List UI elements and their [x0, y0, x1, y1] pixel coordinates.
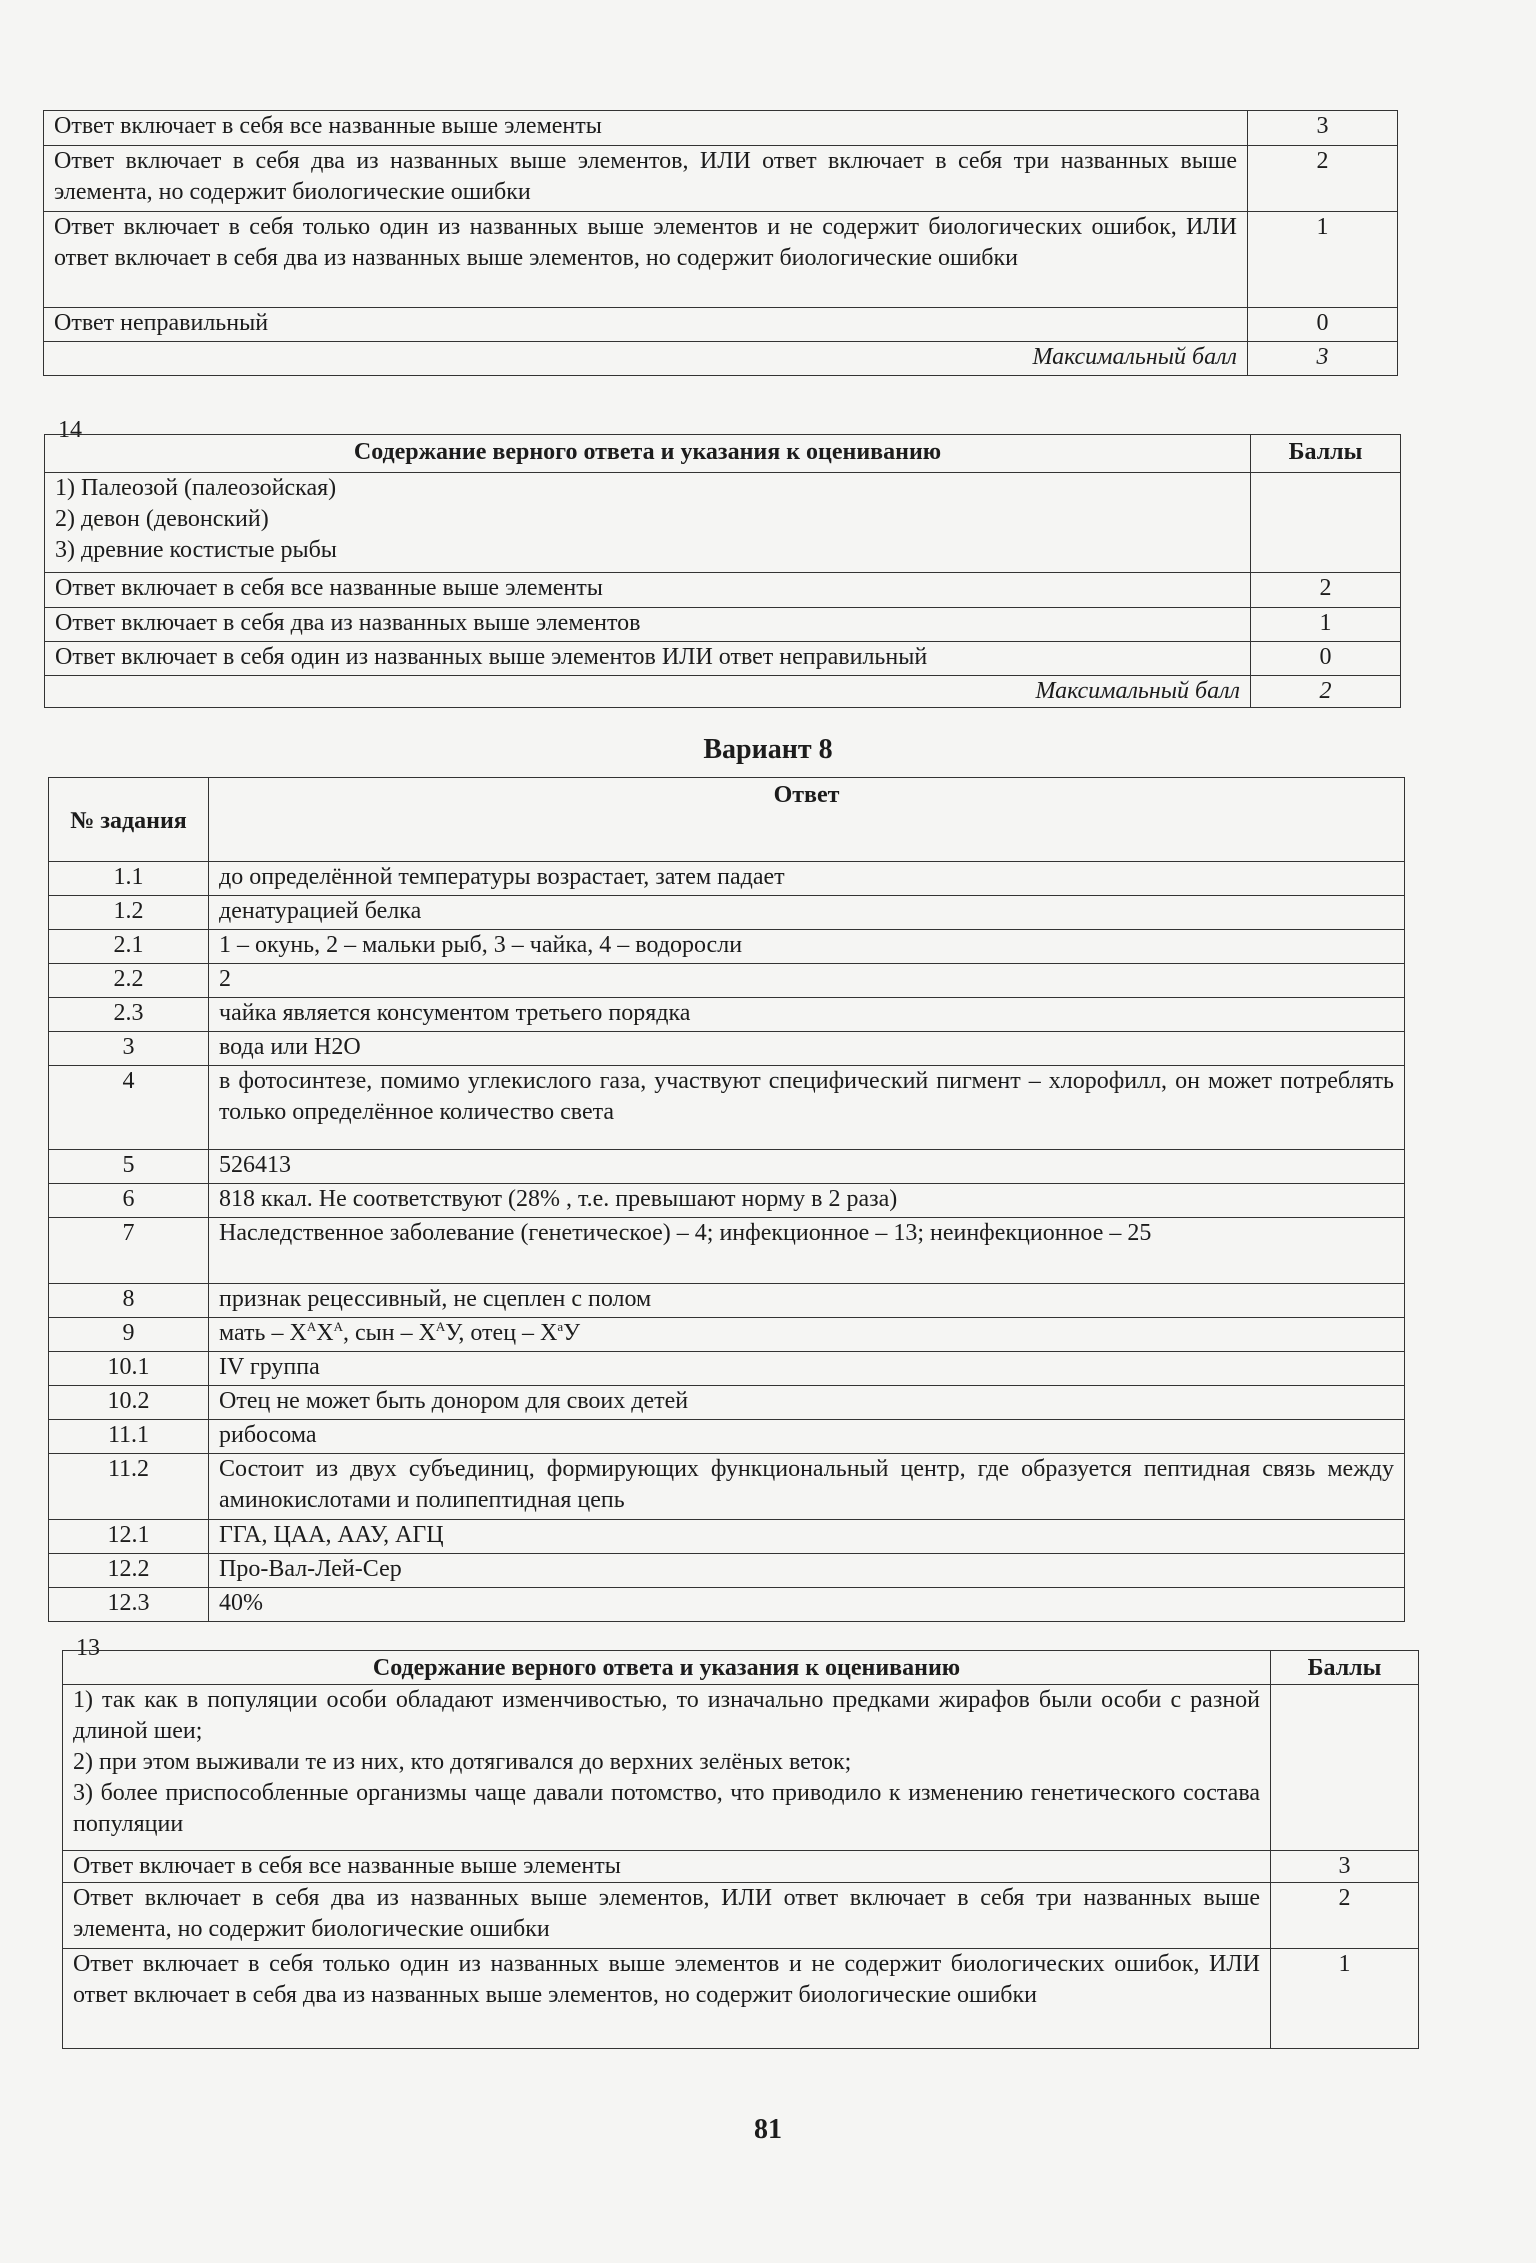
table-row — [49, 1284, 1405, 1318]
answer-line: 3) древние костистые рыбы — [55, 537, 337, 563]
table-row — [49, 930, 1405, 964]
criterion-score: 2 — [1248, 146, 1398, 212]
content-header: Содержание верного ответа и указания к оцениванию — [45, 435, 1251, 473]
criterion-text: Ответ включает в себя только один из названных выше элементов и не содержит биологических ошибок, ИЛИ ответ включает в себя два из названных выше элементов, но содержит биологические ошибки — [44, 212, 1248, 308]
table-row — [49, 1554, 1405, 1588]
table-row — [63, 1883, 1419, 1949]
task-answer: 1 – окунь, 2 – мальки рыб, 3 – чайка, 4 – водоросли — [209, 930, 1405, 964]
max-score-label: Максимальный балл — [44, 342, 1248, 376]
answer-text: , сын – X — [342, 1320, 436, 1346]
answer-line: 1) так как в популяции особи обладают изменчивостью, то изначально предками жирафов были особи с разной длиной шеи; — [73, 1687, 1260, 1744]
answer-line: 2) при этом выживали те из них, кто дотягивался до верхних зелёных веток; — [73, 1749, 852, 1775]
variant-title: Вариант 8 — [703, 734, 833, 765]
task-answer: рибосома — [209, 1420, 1405, 1454]
table-header-row — [45, 435, 1401, 473]
task-answer: 818 ккал. Не соответствуют (28% , т.е. превышают норму в 2 раза) — [209, 1184, 1405, 1218]
task-number: 1.2 — [49, 896, 209, 930]
table-row — [49, 964, 1405, 998]
table-row — [45, 573, 1401, 608]
criterion-text: Ответ включает в себя только один из названных выше элементов и не содержит биологических ошибок, ИЛИ ответ включает в себя два из названных выше элементов, но содержит биологические ошибки — [63, 1949, 1271, 2049]
table-row — [49, 1150, 1405, 1184]
task-number-header: № задания — [49, 778, 209, 862]
answer-elements — [45, 473, 1251, 573]
table-header-row — [63, 1651, 1419, 1685]
criterion-text: Ответ включает в себя два из названных выше элементов — [45, 608, 1251, 642]
task-answer: чайка является консументом третьего порядка — [209, 998, 1405, 1032]
task-number: 6 — [49, 1184, 209, 1218]
criterion-text: Ответ включает в себя два из названных выше элементов, ИЛИ ответ включает в себя три названных выше элемента, но содержит биологические ошибки — [44, 146, 1248, 212]
criterion-text: Ответ включает в себя все названные выше элементы — [44, 111, 1248, 146]
task-answer: в фотосинтезе, помимо углекислого газа, участвуют специфический пигмент – хлорофилл, он может потреблять только определённое количество света — [209, 1066, 1405, 1150]
task-answer: 2 — [209, 964, 1405, 998]
score-header: Баллы — [1251, 435, 1401, 473]
table-row — [49, 1520, 1405, 1554]
scoring-table-top — [43, 110, 1398, 376]
task-answer: Наследственное заболевание (генетическое) – 4; инфекционное – 13; неинфекционное – 25 — [209, 1218, 1405, 1284]
score-header: Баллы — [1271, 1651, 1419, 1685]
criterion-score: 0 — [1251, 642, 1401, 676]
task-number: 5 — [49, 1150, 209, 1184]
task-number: 12.1 — [49, 1520, 209, 1554]
task-answer: 40% — [209, 1588, 1405, 1622]
task-number: 2.1 — [49, 930, 209, 964]
answer-row — [45, 473, 1401, 573]
table-row — [49, 896, 1405, 930]
table-row — [49, 1420, 1405, 1454]
criterion-text: Ответ включает в себя все названные выше элементы — [45, 573, 1251, 608]
task-answer: признак рецессивный, не сцеплен с полом — [209, 1284, 1405, 1318]
table-row — [49, 1218, 1405, 1284]
table-row — [49, 1032, 1405, 1066]
task-number: 2.3 — [49, 998, 209, 1032]
task-number: 11.1 — [49, 1420, 209, 1454]
table-row — [49, 1454, 1405, 1520]
task-number: 12.3 — [49, 1588, 209, 1622]
answer-header: Ответ — [209, 778, 1405, 862]
criterion-score: 0 — [1248, 308, 1398, 342]
answer-elements — [63, 1685, 1271, 1851]
table-row — [49, 1066, 1405, 1150]
allele-superscript: a — [557, 1319, 564, 1334]
content-header: Содержание верного ответа и указания к оцениванию — [63, 1651, 1271, 1685]
task-answer: вода или H2O — [209, 1032, 1405, 1066]
table-row — [45, 642, 1401, 676]
answer-line: 2) девон (девонский) — [55, 506, 269, 532]
table-row — [49, 862, 1405, 896]
task-number: 12.2 — [49, 1554, 209, 1588]
task-13-label: 13 — [76, 1635, 100, 1661]
task-number: 10.2 — [49, 1386, 209, 1420]
task-number: 1.1 — [49, 862, 209, 896]
task-13-table — [62, 1650, 1419, 2049]
criterion-score: 1 — [1251, 608, 1401, 642]
max-score-row — [44, 342, 1398, 376]
task-answer: ГГА, ЦАА, ААУ, АГЦ — [209, 1520, 1405, 1554]
answers-table — [48, 777, 1405, 1622]
criterion-score: 3 — [1248, 111, 1398, 146]
task-number: 8 — [49, 1284, 209, 1318]
allele-superscript: A — [306, 1319, 317, 1334]
answer-text: мать – X — [219, 1320, 307, 1346]
criterion-text: Ответ включает в себя один из названных выше элементов ИЛИ ответ неправильный — [45, 642, 1251, 676]
table-row — [44, 308, 1398, 342]
answer-row — [63, 1685, 1419, 1851]
table-row — [49, 998, 1405, 1032]
task-14-table — [44, 434, 1401, 708]
answer-text: X — [316, 1320, 334, 1346]
answer-score-empty — [1271, 1685, 1419, 1851]
answer-score-empty — [1251, 473, 1401, 573]
table-row — [49, 1352, 1405, 1386]
task-number: 3 — [49, 1032, 209, 1066]
task-answer — [209, 1318, 1405, 1352]
table-row — [44, 212, 1398, 308]
task-answer: 526413 — [209, 1150, 1405, 1184]
table-row — [45, 608, 1401, 642]
criterion-text: Ответ включает в себя все названные выше элементы — [63, 1851, 1271, 1883]
task-number: 11.2 — [49, 1454, 209, 1520]
answer-text: У, отец – X — [445, 1320, 558, 1346]
table-row — [49, 1588, 1405, 1622]
answer-line: 3) более приспособленные организмы чаще давали потомство, что приводило к изменению генетического состава популяции — [73, 1780, 1260, 1837]
table-row — [63, 1851, 1419, 1883]
criterion-score: 3 — [1271, 1851, 1419, 1883]
task-number: 9 — [49, 1318, 209, 1352]
task-14-label: 14 — [58, 417, 82, 443]
answer-text: У — [563, 1320, 581, 1346]
task-answer: денатурацией белка — [209, 896, 1405, 930]
table-row — [49, 1318, 1405, 1352]
criterion-text: Ответ неправильный — [44, 308, 1248, 342]
max-score-value: 2 — [1251, 676, 1401, 708]
task-answer: до определённой температуры возрастает, затем падает — [209, 862, 1405, 896]
task-answer: IV группа — [209, 1352, 1405, 1386]
answer-line: 1) Палеозой (палеозойская) — [55, 475, 337, 501]
task-number: 2.2 — [49, 964, 209, 998]
page-number: 81 — [754, 2114, 782, 2145]
task-answer: Состоит из двух субъединиц, формирующих функциональный центр, где образуется пептидная связь между аминокислотами и полипептидная цепь — [209, 1454, 1405, 1520]
allele-superscript: A — [435, 1319, 446, 1334]
max-score-value: 3 — [1248, 342, 1398, 376]
criterion-score: 1 — [1271, 1949, 1419, 2049]
table-header-row — [49, 778, 1405, 862]
table-row — [44, 111, 1398, 146]
table-row — [49, 1184, 1405, 1218]
max-score-row — [45, 676, 1401, 708]
task-number: 7 — [49, 1218, 209, 1284]
criterion-score: 1 — [1248, 212, 1398, 308]
max-score-label: Максимальный балл — [45, 676, 1251, 708]
allele-superscript: A — [333, 1319, 343, 1334]
task-number: 10.1 — [49, 1352, 209, 1386]
table-row — [49, 1386, 1405, 1420]
task-answer: Отец не может быть донором для своих детей — [209, 1386, 1405, 1420]
criterion-score: 2 — [1271, 1883, 1419, 1949]
task-number: 4 — [49, 1066, 209, 1150]
table-row — [63, 1949, 1419, 2049]
table-row — [44, 146, 1398, 212]
task-answer: Про-Вал-Лей-Сер — [209, 1554, 1405, 1588]
criterion-score: 2 — [1251, 573, 1401, 608]
criterion-text: Ответ включает в себя два из названных выше элементов, ИЛИ ответ включает в себя три названных выше элемента, но содержит биологические ошибки — [63, 1883, 1271, 1949]
